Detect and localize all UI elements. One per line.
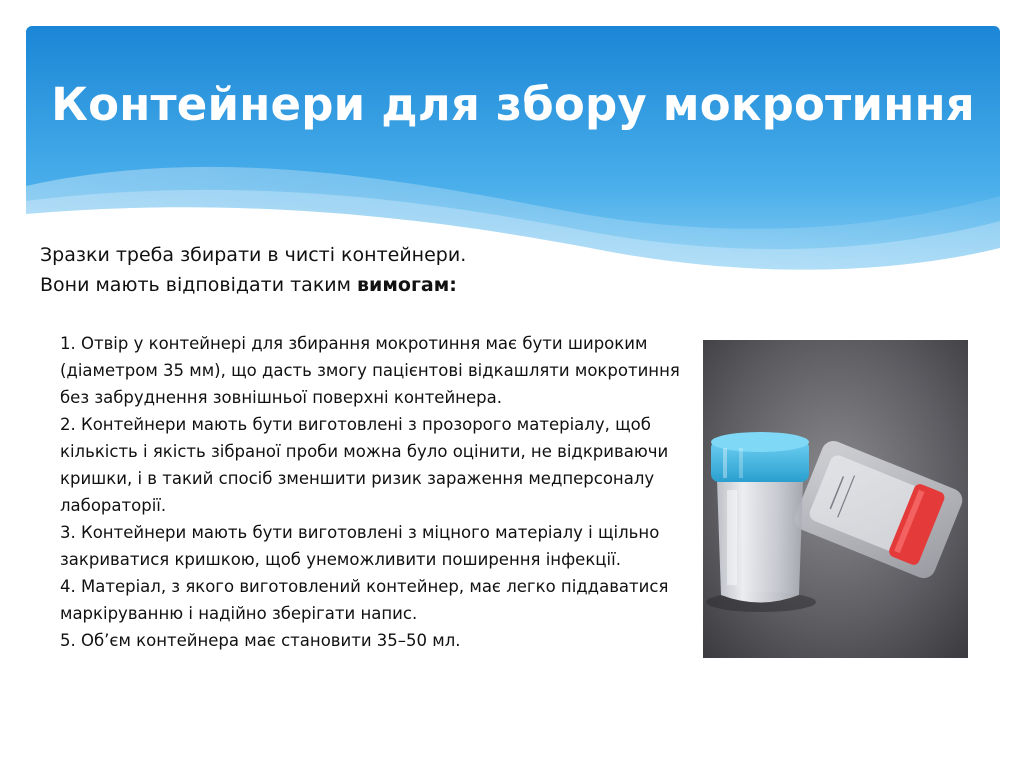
requirement-item: 5. Об’єм контейнера має становити 35–50 мл. (60, 631, 461, 650)
requirement-item: 3. Контейнери мають бути виготовлені з міцного матеріалу і щільно закриватися кришкою, щоб унеможливити поширення інфекції. (60, 523, 660, 569)
requirement-item: 4. Матеріал, з якого виготовлений контейнер, має легко піддаватися маркіруванню і надійно зберігати напис. (60, 577, 669, 623)
intro-line-1: Зразки треба збирати в чисті контейнери. (40, 244, 467, 266)
sputum-containers-photo (703, 340, 968, 658)
intro-line-2-bold: вимогам: (357, 274, 457, 296)
intro-line-2-text: Вони мають відповідати таким (40, 274, 358, 296)
requirement-item: 2. Контейнери мають бути виготовлені з прозорого матеріалу, щоб кількість і якість зібраної проби можна було оцінити, не відкриваючи кришки, і в такий спосіб зменшити ризик зараження медперсоналу лабораторії. (60, 415, 669, 515)
intro-line-2 (40, 270, 466, 300)
slide-title: Контейнери для збору мокротиння (51, 78, 975, 131)
requirement-item: 1. Отвір у контейнері для збирання мокротиння має бути широким (діаметром 35 мм), що дасть змогу пацієнтові відкашляти мокротиння без забруднення зовнішньої поверхні контейнера. (60, 334, 680, 407)
requirements-list (60, 330, 690, 654)
intro-text (40, 240, 466, 300)
